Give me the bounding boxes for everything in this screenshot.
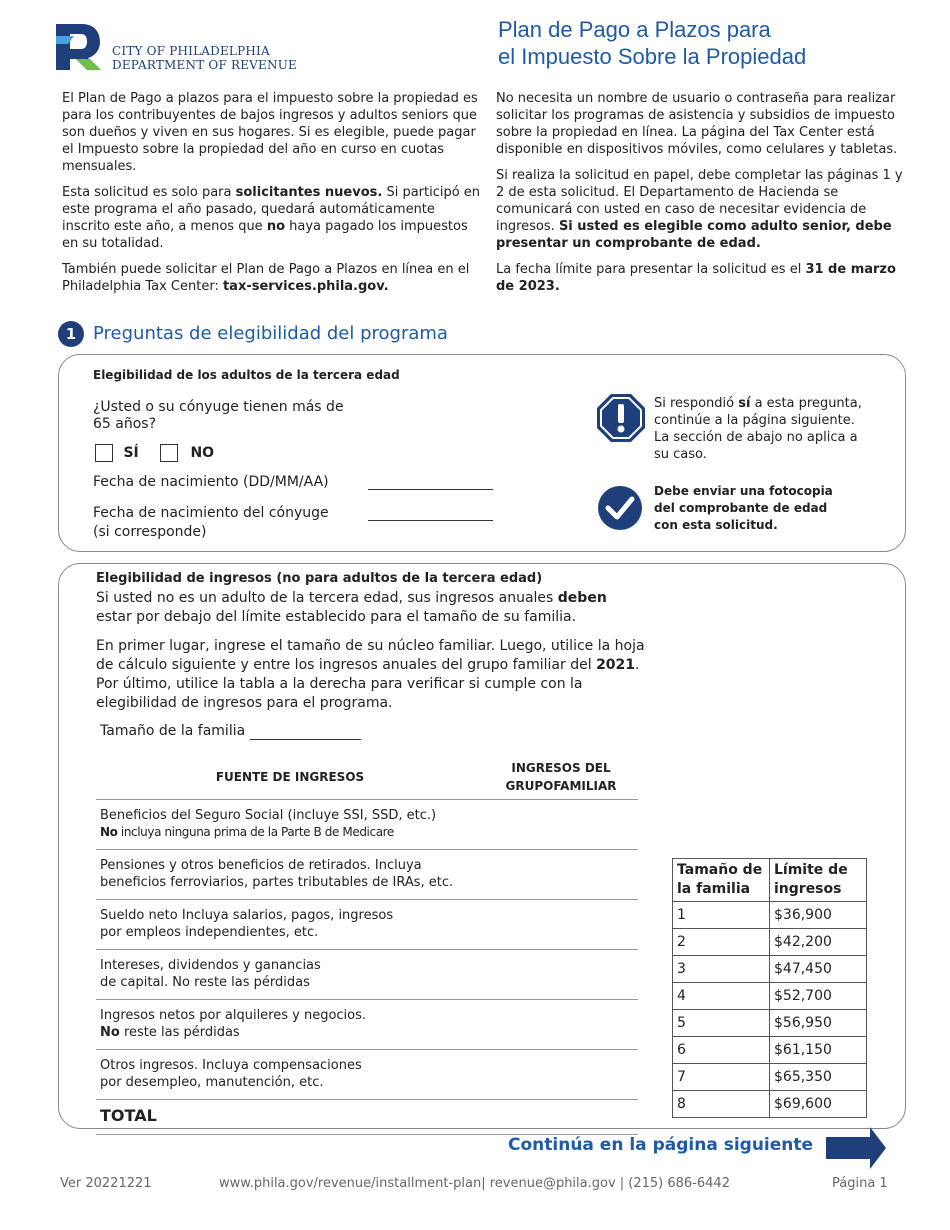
- col-family-size: Tamaño de la familia: [673, 859, 770, 902]
- no-checkbox[interactable]: [160, 444, 178, 462]
- income-row: [96, 900, 638, 950]
- income-source-line-1: Intereses, dividendos y ganancias: [100, 958, 321, 973]
- text: por desempleo, manutención, etc.: [100, 1075, 324, 1090]
- income-limit-cell: $52,700: [770, 983, 867, 1010]
- text: Si participó en este programa el año pasado, quedará automáticamente inscrito este año, a menos que: [62, 185, 481, 234]
- income-source-line-1: Sueldo neto Incluya salarios, pagos, ingresos: [100, 908, 394, 923]
- text: por empleos independientes, etc.: [100, 925, 319, 940]
- text: incluya ninguna prima de la Parte B de Medicare: [117, 825, 394, 839]
- dob-field[interactable]: [368, 489, 493, 490]
- income-amount-field[interactable]: [484, 1000, 638, 1050]
- spouse-dob-label: [93, 504, 329, 542]
- warning-icon: [596, 393, 646, 443]
- income-source-line-2: [100, 924, 480, 941]
- text: Si realiza la solicitud en papel, debe completar las páginas 1 y 2 de esta solicitud. El Departamento de Hacienda se comunicará con usted en caso de necesitar evidencia de ingresos.: [496, 168, 903, 234]
- income-row: [96, 850, 638, 900]
- no-option: [160, 444, 214, 462]
- income-limit-cell: $36,900: [770, 902, 867, 929]
- contact-info: www.phila.gov/revenue/installment-plan| revenue@phila.gov | (215) 686-6442: [219, 1176, 730, 1191]
- limit-row: [673, 1037, 867, 1064]
- total-row: [96, 1100, 638, 1135]
- total-amount-field[interactable]: [484, 1100, 638, 1135]
- col-source: FUENTE DE INGRESOS: [215, 770, 365, 784]
- section-number: 1: [58, 321, 84, 347]
- income-amount-field[interactable]: [484, 800, 638, 850]
- income-limit-cell: $47,450: [770, 956, 867, 983]
- limit-row: [673, 956, 867, 983]
- income-source: [96, 850, 484, 900]
- dob-label: Fecha de nacimiento (DD/MM/AA): [93, 474, 329, 490]
- limits-table-wrap: [672, 858, 867, 1118]
- proof-of-age-notice: Debe enviar una fotocopia del comprobante de edad con esta solicitud.: [654, 484, 833, 532]
- intro-left-p1: El Plan de Pago a plazos para el impuesto sobre la propiedad es para los contribuyentes de bajos ingresos y adultos seniors que son dueños y viven en sus hogares. Si es elegible, puede pagar el Impuesto sobre la propiedad del año en curso en cuotas mensuales.: [62, 91, 478, 174]
- income-p2: [96, 637, 648, 713]
- limit-row: [673, 902, 867, 929]
- spouse-dob-line-1: Fecha de nacimiento del cónyuge: [93, 505, 329, 521]
- text-bold: No: [100, 825, 118, 839]
- income-p1: [96, 589, 644, 627]
- col-household-line-1: INGRESOS DEL: [511, 761, 611, 775]
- senior-heading: Elegibilidad de los adultos de la tercera edad: [93, 368, 400, 382]
- senior-notice: [654, 395, 866, 463]
- intro-left: [62, 90, 484, 304]
- income-source-line-2: [100, 874, 480, 891]
- org-line-1: CITY OF PHILADELPHIA: [112, 44, 270, 58]
- income-source: [96, 1050, 484, 1100]
- income-source-line-2: [100, 824, 480, 841]
- income-source-line-1: Otros ingresos. Incluya compensaciones: [100, 1058, 362, 1073]
- yes-option: [95, 444, 139, 462]
- intro-right: [496, 90, 910, 304]
- yes-label: SÍ: [123, 445, 139, 461]
- org-name: [112, 44, 297, 72]
- arrow-right-icon: [826, 1127, 886, 1169]
- income-row: [96, 950, 638, 1000]
- income-source-line-1: Beneficios del Seguro Social (incluye SSI, SSD, etc.): [100, 808, 437, 823]
- version: Ver 20221221: [60, 1176, 152, 1191]
- income-source: [96, 1000, 484, 1050]
- text: . Por último, utilice la tabla a la derecha para verificar si cumple con la elegibilidad de ingresos para el programa.: [96, 657, 640, 711]
- income-limit-cell: $56,950: [770, 1010, 867, 1037]
- family-size-cell: 7: [673, 1064, 770, 1091]
- text: reste las pérdidas: [119, 1025, 240, 1040]
- income-source: [96, 900, 484, 950]
- page-number: Página 1: [832, 1176, 888, 1191]
- title-line-2: el Impuesto Sobre la Propiedad: [498, 44, 807, 69]
- text: Esta solicitud es solo para: [62, 185, 236, 200]
- income-amount-field[interactable]: [484, 1050, 638, 1100]
- intro-right-p3: [496, 261, 910, 295]
- col-income-limit: Límite de ingresos: [770, 859, 867, 902]
- total-label: TOTAL: [96, 1100, 484, 1135]
- intro-right-p1: No necesita un nombre de usuario o contraseña para realizar solicitar los programas de asistencia y subsidios de impuesto sobre la propiedad en línea. La página del Tax Center está disponible en dispositivos móviles, como celulares y tabletas.: [496, 91, 898, 157]
- income-row: [96, 1050, 638, 1100]
- family-size-cell: 6: [673, 1037, 770, 1064]
- family-size-label: Tamaño de la familia: [100, 723, 246, 739]
- section-title: Preguntas de elegibilidad del programa: [93, 323, 448, 344]
- no-label: NO: [190, 445, 215, 461]
- text: a esta pregunta, continúe a la página siguiente. La sección de abajo no aplica a su caso.: [654, 396, 862, 462]
- col-household: [484, 755, 638, 800]
- income-amount-field[interactable]: [484, 850, 638, 900]
- income-table: [96, 755, 638, 1135]
- page-title: [498, 16, 918, 70]
- income-limit-cell: $69,600: [770, 1091, 867, 1118]
- income-table-header: [96, 755, 638, 800]
- limit-row: [673, 929, 867, 956]
- text: de capital. No reste las pérdidas: [100, 975, 310, 990]
- family-size-cell: 5: [673, 1010, 770, 1037]
- text-bold: No: [100, 1025, 120, 1040]
- spouse-dob-field[interactable]: [368, 520, 493, 521]
- intro-left-p2: [62, 184, 484, 252]
- check-icon: [597, 485, 643, 531]
- deadline: 31 de marzo de 2023.: [496, 262, 896, 294]
- text-bold: Si usted es elegible como adulto senior, debe presentar un comprobante de edad.: [496, 219, 892, 251]
- income-source-line-2: [100, 1024, 480, 1041]
- org-line-2: DEPARTMENT OF REVENUE: [112, 58, 297, 72]
- text: beneficios ferroviarios, partes tributables de IRAs, etc.: [100, 875, 454, 890]
- logo: [54, 22, 104, 72]
- text: haya pagado los impuestos en su totalidad.: [62, 219, 468, 251]
- limit-row: [673, 1091, 867, 1118]
- income-limit-cell: $42,200: [770, 929, 867, 956]
- family-size-cell: 2: [673, 929, 770, 956]
- text: Si usted no es un adulto de la tercera edad, sus ingresos anuales: [96, 590, 558, 606]
- yes-checkbox[interactable]: [95, 444, 113, 462]
- income-row: [96, 1000, 638, 1050]
- continue-text: Continúa en la página siguiente: [508, 1135, 814, 1155]
- income-source-line-2: [100, 1074, 480, 1091]
- limit-row: [673, 1064, 867, 1091]
- income-source: [96, 800, 484, 850]
- text-bold: 2021: [596, 657, 636, 673]
- title-line-1: Plan de Pago a Plazos para: [498, 17, 771, 42]
- family-size-field[interactable]: [250, 739, 361, 740]
- city-logo-icon: [54, 22, 104, 72]
- income-heading: Elegibilidad de ingresos (no para adultos de la tercera edad): [96, 571, 543, 586]
- limit-row: [673, 983, 867, 1010]
- text: En primer lugar, ingrese el tamaño de su núcleo familiar. Luego, utilice la hoja de cálculo siguiente y entre los ingresos anuales del grupo familiar del: [96, 638, 645, 673]
- income-limit-cell: $65,350: [770, 1064, 867, 1091]
- family-size-cell: 4: [673, 983, 770, 1010]
- text: También puede solicitar el Plan de Pago a Plazos en línea en el Philadelphia Tax Center:: [62, 262, 470, 294]
- income-table-wrap: [96, 755, 638, 1135]
- family-size-cell: 1: [673, 902, 770, 929]
- income-limit-cell: $61,150: [770, 1037, 867, 1064]
- family-size-cell: 3: [673, 956, 770, 983]
- income-source-line-1: Pensiones y otros beneficios de retirados. Incluya: [100, 858, 422, 873]
- limits-table: [672, 858, 867, 1118]
- limit-row: [673, 1010, 867, 1037]
- income-source: [96, 950, 484, 1000]
- text: estar por debajo del límite establecido para el tamaño de su familia.: [96, 609, 577, 625]
- text: La fecha límite para presentar la solicitud es el: [496, 262, 806, 277]
- intro-right-p2: [496, 167, 910, 252]
- spouse-dob-line-2: (si corresponde): [93, 524, 207, 540]
- income-row: [96, 800, 638, 850]
- income-source-line-2: [100, 974, 480, 991]
- col-household-line-2: GRUPOFAMILIAR: [505, 779, 617, 793]
- text-bold: no: [266, 219, 286, 234]
- senior-question: ¿Usted o su cónyuge tienen más de 65 años?: [93, 399, 344, 432]
- income-amount-field[interactable]: [484, 900, 638, 950]
- income-source-line-1: Ingresos netos por alquileres y negocios.: [100, 1008, 367, 1023]
- text-bold: deben: [557, 590, 607, 606]
- text-bold: solicitantes nuevos.: [235, 185, 383, 200]
- tax-center-link[interactable]: tax-services.phila.gov.: [222, 279, 389, 294]
- text-bold: sí: [738, 396, 751, 411]
- intro-left-p3: [62, 261, 484, 295]
- text: Si respondió: [654, 396, 739, 411]
- income-amount-field[interactable]: [484, 950, 638, 1000]
- family-size-cell: 8: [673, 1091, 770, 1118]
